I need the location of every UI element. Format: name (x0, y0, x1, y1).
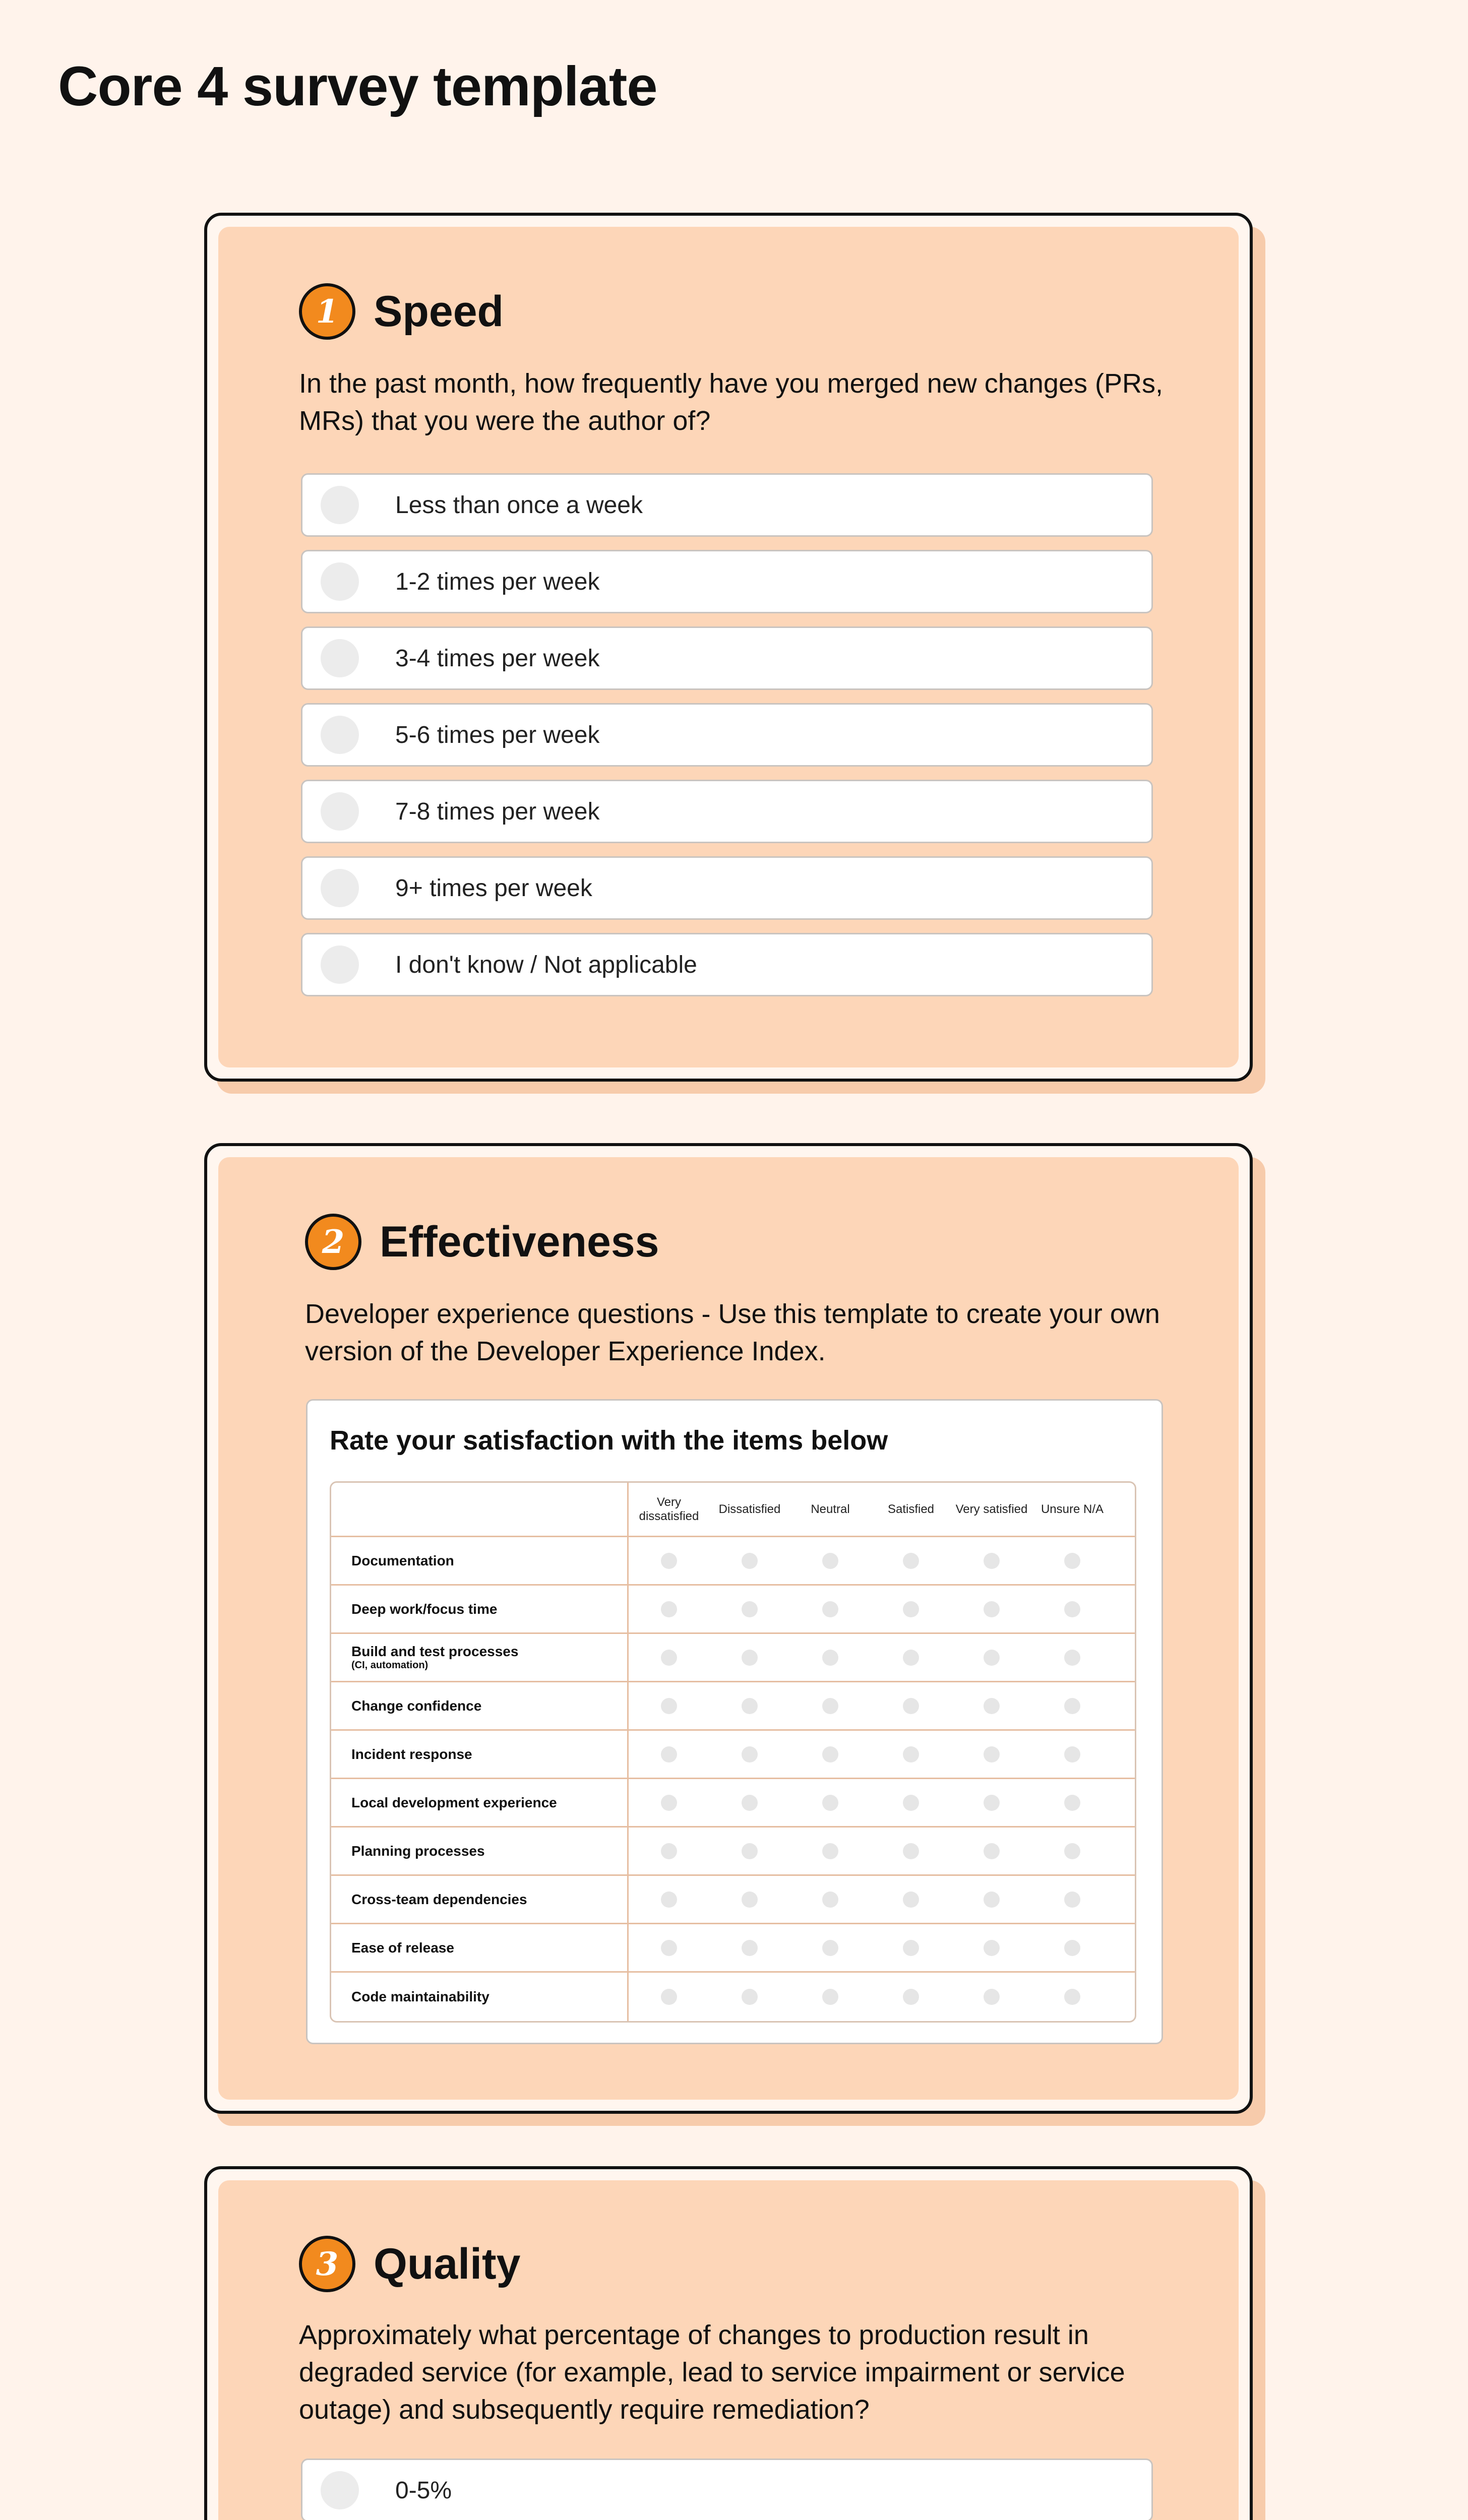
matrix-cell (629, 1779, 709, 1826)
matrix-radio-button[interactable] (742, 1698, 758, 1714)
matrix-radio-button[interactable] (661, 1650, 677, 1666)
matrix-cell (871, 1634, 951, 1681)
matrix-row-label (331, 1634, 629, 1681)
matrix-cell (871, 1682, 951, 1729)
matrix-row-label (331, 1779, 629, 1826)
matrix-cell (1032, 1634, 1113, 1681)
matrix-radio-button[interactable] (822, 1746, 838, 1762)
matrix-cell (709, 1973, 790, 2021)
matrix-title: Rate your satisfaction with the items below (330, 1425, 888, 1456)
radio-option-label: 5-6 times per week (395, 721, 600, 748)
radio-option[interactable] (301, 2459, 1153, 2520)
matrix-cell (871, 1828, 951, 1874)
matrix-cell (951, 1779, 1032, 1826)
radio-button[interactable] (321, 639, 359, 677)
matrix-radio-button[interactable] (661, 1892, 677, 1908)
matrix-radio-button[interactable] (661, 1843, 677, 1859)
radio-option[interactable] (301, 703, 1153, 767)
question-number-badge: 2 (305, 1214, 361, 1270)
matrix-row-text: Local development experience (351, 1794, 557, 1810)
matrix-cell (871, 1731, 951, 1778)
matrix-column-header: Neutral (811, 1502, 850, 1516)
matrix-row-label (331, 1731, 629, 1778)
matrix-cell (790, 1779, 871, 1826)
matrix-radio-button[interactable] (742, 1746, 758, 1762)
matrix-radio-button[interactable] (742, 1843, 758, 1859)
matrix-radio-button[interactable] (661, 1989, 677, 2005)
matrix-radio-button[interactable] (1064, 1601, 1080, 1617)
speed-options (301, 473, 1153, 1010)
matrix-radio-button[interactable] (822, 1553, 838, 1569)
matrix-radio-button[interactable] (742, 1601, 758, 1617)
matrix-row (331, 1586, 1135, 1634)
radio-option-label: Less than once a week (395, 491, 643, 519)
question-title: Quality (374, 2239, 521, 2288)
matrix-radio-button[interactable] (822, 1843, 838, 1859)
matrix-radio-button[interactable] (822, 1698, 838, 1714)
radio-option-label: 3-4 times per week (395, 645, 600, 672)
question-text: In the past month, how frequently have you merged new changes (PRs, MRs) that you were the author of? (299, 368, 1163, 436)
matrix-row-text: Cross-team dependencies (351, 1891, 527, 1907)
matrix-row-label (331, 1973, 629, 2021)
matrix-row-label (331, 1876, 629, 1923)
matrix-cell (951, 1876, 1032, 1923)
matrix-row-label (331, 1828, 629, 1874)
matrix-row (331, 1973, 1135, 2021)
matrix-cell (629, 1876, 709, 1923)
matrix-cell (790, 1876, 871, 1923)
matrix-row-label (331, 1682, 629, 1729)
radio-option-label: 7-8 times per week (395, 798, 600, 825)
matrix-radio-button[interactable] (822, 1940, 838, 1956)
radio-option-label: 9+ times per week (395, 874, 592, 902)
matrix-cell (951, 1586, 1032, 1632)
radio-option[interactable] (301, 780, 1153, 843)
matrix-cell (629, 1924, 709, 1971)
matrix-radio-button[interactable] (984, 1553, 1000, 1569)
matrix-row (331, 1682, 1135, 1731)
matrix-cell (871, 1779, 951, 1826)
matrix-radio-button[interactable] (1064, 1553, 1080, 1569)
matrix-cell (1032, 1876, 1113, 1923)
matrix-radio-button[interactable] (742, 1940, 758, 1956)
matrix-cell (709, 1828, 790, 1874)
matrix-radio-button[interactable] (903, 1989, 919, 2005)
matrix-radio-button[interactable] (903, 1795, 919, 1811)
matrix-cell (1032, 1731, 1113, 1778)
quality-header (299, 2236, 521, 2292)
matrix-radio-button[interactable] (903, 1553, 919, 1569)
matrix-radio-button[interactable] (661, 1601, 677, 1617)
matrix-row (331, 1779, 1135, 1828)
matrix-row-text: Code maintainability (351, 1989, 490, 2004)
matrix-radio-button[interactable] (984, 1843, 1000, 1859)
matrix-radio-button[interactable] (742, 1892, 758, 1908)
radio-option-label: 0-5% (395, 2477, 452, 2504)
matrix-row-label (331, 1924, 629, 1971)
matrix-cell (709, 1586, 790, 1632)
matrix-radio-button[interactable] (822, 1795, 838, 1811)
matrix-radio-button[interactable] (984, 1940, 1000, 1956)
radio-option[interactable] (301, 473, 1153, 537)
matrix-radio-button[interactable] (1064, 1940, 1080, 1956)
matrix-cell (1032, 1973, 1113, 2021)
matrix-cell (951, 1537, 1032, 1584)
radio-option[interactable] (301, 550, 1153, 613)
matrix-cell (871, 1537, 951, 1584)
matrix-row-label (331, 1537, 629, 1584)
radio-option[interactable] (301, 856, 1153, 920)
matrix-radio-button[interactable] (1064, 1989, 1080, 2005)
matrix-cell (871, 1973, 951, 2021)
matrix-radio-button[interactable] (1064, 1746, 1080, 1762)
matrix-cell (871, 1876, 951, 1923)
radio-button[interactable] (321, 562, 359, 601)
matrix-radio-button[interactable] (822, 1892, 838, 1908)
matrix-cell (790, 1682, 871, 1729)
matrix-column-header: Dissatisfied (718, 1502, 781, 1516)
matrix-radio-button[interactable] (1064, 1698, 1080, 1714)
radio-button[interactable] (321, 792, 359, 831)
matrix-radio-button[interactable] (1064, 1843, 1080, 1859)
matrix-radio-button[interactable] (661, 1795, 677, 1811)
matrix-cell (790, 1586, 871, 1632)
matrix-radio-button[interactable] (984, 1650, 1000, 1666)
matrix-row (331, 1634, 1135, 1682)
matrix-radio-button[interactable] (661, 1940, 677, 1956)
matrix-row-text: Documentation (351, 1552, 454, 1568)
matrix-cell (790, 1731, 871, 1778)
matrix-cell (1032, 1586, 1113, 1632)
matrix-cell (951, 1634, 1032, 1681)
matrix-radio-button[interactable] (984, 1746, 1000, 1762)
matrix-radio-button[interactable] (822, 1601, 838, 1617)
radio-option[interactable] (301, 626, 1153, 690)
matrix-cell (951, 1682, 1032, 1729)
matrix-radio-button[interactable] (984, 1601, 1000, 1617)
matrix-cell (951, 1731, 1032, 1778)
matrix-cell (629, 1731, 709, 1778)
matrix-radio-button[interactable] (903, 1601, 919, 1617)
matrix-radio-button[interactable] (822, 1650, 838, 1666)
question-text: Developer experience questions - Use this template to create your own version of the Developer Experience Index. (305, 1299, 1160, 1366)
matrix-radio-button[interactable] (984, 1795, 1000, 1811)
speed-header (299, 283, 504, 340)
matrix-radio-button[interactable] (661, 1553, 677, 1569)
matrix-radio-button[interactable] (984, 1989, 1000, 2005)
radio-button[interactable] (321, 2471, 359, 2509)
matrix-row-text: Build and test processes (351, 1644, 519, 1659)
matrix-cell (951, 1973, 1032, 2021)
radio-button[interactable] (321, 486, 359, 524)
matrix-cell (790, 1634, 871, 1681)
matrix-header-row (331, 1483, 1135, 1537)
matrix-radio-button[interactable] (903, 1892, 919, 1908)
matrix-radio-button[interactable] (903, 1698, 919, 1714)
satisfaction-matrix (330, 1481, 1136, 2023)
matrix-column-header: Very satisfied (955, 1502, 1028, 1516)
matrix-cell (629, 1586, 709, 1632)
question-number-badge: 1 (299, 283, 355, 340)
matrix-radio-button[interactable] (903, 1940, 919, 1956)
matrix-cell (709, 1731, 790, 1778)
matrix-cell (629, 1973, 709, 2021)
matrix-radio-button[interactable] (742, 1650, 758, 1666)
matrix-cell (790, 1537, 871, 1584)
matrix-row-text: Planning processes (351, 1843, 485, 1859)
matrix-cell (790, 1828, 871, 1874)
matrix-column-header: Satisfied (887, 1502, 935, 1516)
matrix-cell (1032, 1828, 1113, 1874)
matrix-cell (790, 1973, 871, 2021)
matrix-row-text: Change confidence (351, 1697, 482, 1714)
matrix-row-text: Ease of release (351, 1939, 454, 1956)
matrix-radio-button[interactable] (903, 1650, 919, 1666)
matrix-radio-button[interactable] (1064, 1892, 1080, 1908)
matrix-row (331, 1924, 1135, 1973)
matrix-row (331, 1876, 1135, 1924)
question-number-badge: 3 (299, 2236, 355, 2292)
matrix-row (331, 1537, 1135, 1586)
effectiveness-header (305, 1214, 659, 1270)
matrix-radio-button[interactable] (742, 1989, 758, 2005)
matrix-cell (709, 1924, 790, 1971)
matrix-radio-button[interactable] (984, 1892, 1000, 1908)
matrix-cell (1032, 1537, 1113, 1584)
matrix-radio-button[interactable] (903, 1843, 919, 1859)
radio-option-label: 1-2 times per week (395, 568, 600, 595)
matrix-cell (951, 1828, 1032, 1874)
matrix-row-text: Deep work/focus time (351, 1601, 498, 1617)
matrix-cell (709, 1537, 790, 1584)
page-title: Core 4 survey template (58, 55, 657, 117)
radio-button[interactable] (321, 869, 359, 907)
matrix-row (331, 1828, 1135, 1876)
matrix-radio-button[interactable] (661, 1698, 677, 1714)
question-text: Approximately what percentage of changes to production result in degraded service (for example, lead to service impairment or service outage) and subsequently require remediation? (299, 2320, 1125, 2425)
satisfaction-matrix-box (306, 1399, 1163, 2044)
radio-button[interactable] (321, 946, 359, 984)
matrix-radio-button[interactable] (1064, 1650, 1080, 1666)
question-title: Speed (374, 287, 504, 336)
matrix-column-header: Unsure N/A (1041, 1502, 1104, 1516)
matrix-row-label (331, 1586, 629, 1632)
matrix-cell (629, 1537, 709, 1584)
matrix-cell (629, 1682, 709, 1729)
matrix-radio-button[interactable] (742, 1553, 758, 1569)
matrix-cell (871, 1924, 951, 1971)
matrix-cell (790, 1924, 871, 1971)
matrix-cell (629, 1828, 709, 1874)
matrix-radio-button[interactable] (661, 1746, 677, 1762)
quality-options (301, 2459, 1153, 2520)
matrix-cell (709, 1779, 790, 1826)
radio-option-label: I don't know / Not applicable (395, 951, 697, 978)
matrix-cell (709, 1876, 790, 1923)
matrix-cell (709, 1682, 790, 1729)
matrix-cell (1032, 1779, 1113, 1826)
matrix-cell (871, 1586, 951, 1632)
matrix-row-text: Incident response (351, 1746, 472, 1762)
matrix-radio-button[interactable] (742, 1795, 758, 1811)
matrix-cell (709, 1634, 790, 1681)
question-title: Effectiveness (380, 1217, 659, 1266)
radio-button[interactable] (321, 716, 359, 754)
matrix-corner (331, 1483, 629, 1536)
matrix-radio-button[interactable] (903, 1746, 919, 1762)
matrix-row-subtext: (CI, automation) (351, 1660, 429, 1671)
matrix-column-header: Very dissatisfied (639, 1495, 699, 1523)
matrix-cell (951, 1924, 1032, 1971)
radio-option[interactable] (301, 933, 1153, 996)
matrix-radio-button[interactable] (1064, 1795, 1080, 1811)
matrix-radio-button[interactable] (822, 1989, 838, 2005)
matrix-row (331, 1731, 1135, 1779)
matrix-cell (1032, 1682, 1113, 1729)
matrix-radio-button[interactable] (984, 1698, 1000, 1714)
matrix-cell (629, 1634, 709, 1681)
matrix-cell (1032, 1924, 1113, 1971)
